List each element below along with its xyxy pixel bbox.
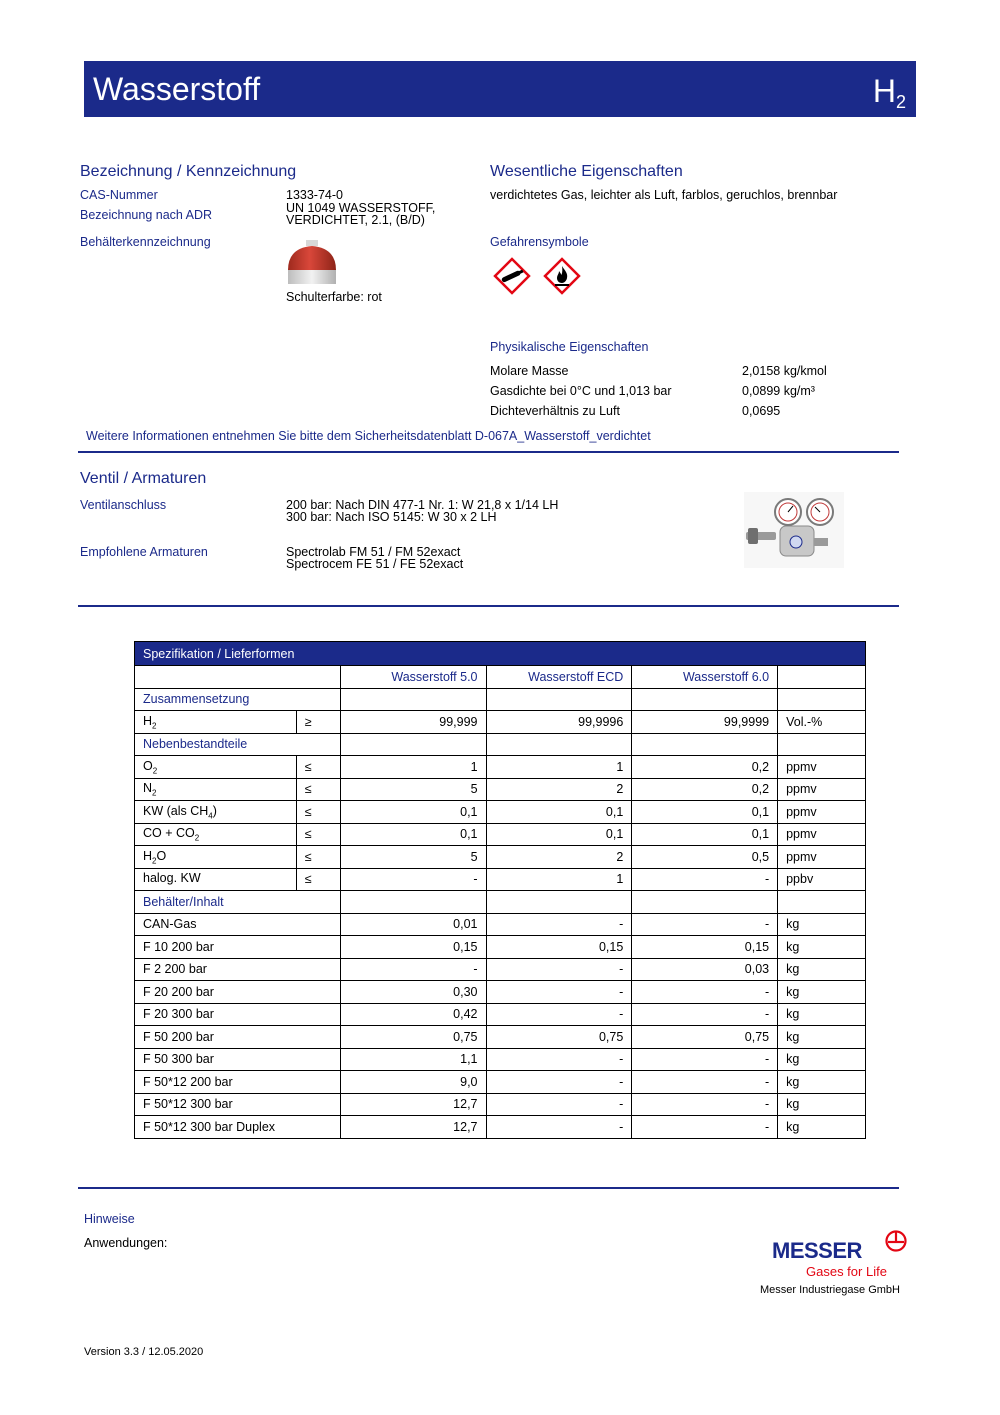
adr-value [286, 202, 435, 226]
container-name: F 50*12 300 bar Duplex [135, 1116, 341, 1139]
value-cell: - [632, 1048, 778, 1071]
value-cell: 0,75 [340, 1026, 486, 1049]
table-row [135, 936, 866, 959]
physical-value-2: 0,0695 [742, 404, 781, 418]
container-name: CAN-Gas [135, 913, 341, 936]
operator: ≤ [296, 778, 340, 801]
notes-text: Anwendungen: [84, 1236, 168, 1250]
value-cell: - [486, 981, 632, 1004]
value-cell: 1 [486, 868, 632, 891]
chemical-formula [873, 73, 906, 113]
title-bar [84, 61, 916, 117]
physical-value-1: 0,0899 kg/m³ [742, 384, 815, 398]
value-cell: 5 [340, 778, 486, 801]
unit-cell: kg [778, 958, 866, 981]
value-cell: - [340, 958, 486, 981]
component-name: $N_2$ [135, 778, 297, 801]
valve-connection-label: Ventilanschluss [80, 498, 167, 512]
physical-value-0: 2,0158 kg/kmol [742, 364, 827, 378]
container-name: F 10 200 bar [135, 936, 341, 959]
unit-cell: kg [778, 1048, 866, 1071]
value-cell: - [632, 1116, 778, 1139]
container-name: F 2 200 bar [135, 958, 341, 981]
cas-label: CAS-Nummer [80, 188, 158, 202]
section-heading-eigenschaften: Wesentliche Eigenschaften [490, 163, 683, 180]
container-name: F 50 200 bar [135, 1026, 341, 1049]
adr-label: Bezeichnung nach ADR [80, 208, 213, 222]
table-row [135, 981, 866, 1004]
table-row [135, 1003, 866, 1026]
value-cell: 0,30 [340, 981, 486, 1004]
component-name: $O_2$ [135, 756, 297, 779]
properties-summary: verdichtetes Gas, leichter als Luft, farblos, geruchlos, brennbar [490, 188, 838, 202]
table-row [135, 823, 866, 846]
cylinder-shoulder-icon [286, 240, 338, 284]
operator: ≤ [296, 756, 340, 779]
section-heading-ventil: Ventil / Armaturen [80, 470, 207, 487]
value-cell: - [486, 1003, 632, 1026]
notes-heading: Hinweise [84, 1212, 135, 1226]
table-row [135, 1071, 866, 1094]
section-row [135, 733, 866, 756]
fittings-line-1: Spectrolab FM 51 / FM 52exact [286, 545, 461, 559]
table-row [135, 868, 866, 891]
table-row [135, 778, 866, 801]
value-cell: 0,1 [486, 801, 632, 824]
value-cell: 1 [486, 756, 632, 779]
adr-value-line-2: VERDICHTET, 2.1, (B/D) [286, 213, 425, 227]
value-cell: 0,15 [632, 936, 778, 959]
section-impurities: Nebenbestandteile [135, 733, 341, 756]
unit-cell: kg [778, 981, 866, 1004]
operator: ≤ [296, 823, 340, 846]
unit-cell: kg [778, 1071, 866, 1094]
value-cell: 1,1 [340, 1048, 486, 1071]
component-name: CO + $CO_2$ [135, 823, 297, 846]
table-row [135, 711, 866, 734]
value-cell: 99,9999 [632, 711, 778, 734]
shoulder-color: Schulterfarbe: rot [286, 290, 382, 304]
value-cell: 2 [486, 778, 632, 801]
column-header-2: Wasserstoff ECD [486, 666, 632, 689]
hazard-label: Gefahrensymbole [490, 235, 589, 249]
value-cell: - [340, 868, 486, 891]
container-name: F 20 200 bar [135, 981, 341, 1004]
value-cell: - [486, 958, 632, 981]
valve-connection-value [286, 499, 558, 523]
operator: ≥ [296, 711, 340, 734]
container-name: F 20 300 bar [135, 1003, 341, 1026]
column-header-1: Wasserstoff 5.0 [340, 666, 486, 689]
value-cell: 0,1 [340, 823, 486, 846]
component-name: $H_2O$ [135, 846, 297, 869]
value-cell: 2 [486, 846, 632, 869]
formula-main: H [872, 73, 896, 109]
unit-cell: ppmv [778, 823, 866, 846]
value-cell: - [632, 981, 778, 1004]
table-row [135, 846, 866, 869]
unit-cell: kg [778, 1026, 866, 1049]
specification-table [134, 641, 866, 1139]
section-divider [78, 605, 899, 607]
operator: ≤ [296, 846, 340, 869]
version-footer: Version 3.3 / 12.05.2020 [84, 1346, 204, 1358]
section-row [135, 891, 866, 914]
recommended-fittings-label: Empfohlene Armaturen [80, 545, 208, 559]
fittings-line-2: Spectrocem FE 51 / FE 52exact [286, 557, 464, 571]
container-name: F 50*12 200 bar [135, 1071, 341, 1094]
container-label: Behälterkennzeichnung [80, 235, 211, 249]
page-title: Wasserstoff [93, 71, 261, 107]
value-cell: 0,5 [632, 846, 778, 869]
container-name: F 50 300 bar [135, 1048, 341, 1071]
unit-cell: kg [778, 913, 866, 936]
value-cell: - [632, 913, 778, 936]
value-cell: 0,15 [486, 936, 632, 959]
component-name: $H_2$ [135, 711, 297, 734]
value-cell: - [632, 1093, 778, 1116]
section-divider [78, 451, 899, 453]
table-row [135, 1116, 866, 1139]
value-cell: 0,1 [340, 801, 486, 824]
value-cell: - [632, 1071, 778, 1094]
unit-cell: ppmv [778, 846, 866, 869]
value-cell: 0,75 [632, 1026, 778, 1049]
unit-cell: ppbv [778, 868, 866, 891]
value-cell: 9,0 [340, 1071, 486, 1094]
value-cell: 5 [340, 846, 486, 869]
physical-label-0: Molare Masse [490, 364, 569, 378]
table-row [135, 958, 866, 981]
section-containers: Behälter/Inhalt [135, 891, 341, 914]
value-cell: 0,2 [632, 756, 778, 779]
table-title-row [135, 642, 866, 666]
value-cell: 0,2 [632, 778, 778, 801]
table-title: Spezifikation / Lieferformen [135, 642, 866, 666]
messer-logo-text: MESSER [772, 1238, 862, 1263]
value-cell: 0,03 [632, 958, 778, 981]
section-divider [78, 1187, 899, 1189]
physical-label-2: Dichteverhältnis zu Luft [490, 404, 620, 418]
cas-value: 1333-74-0 [286, 188, 343, 202]
unit-cell: ppmv [778, 756, 866, 779]
unit-cell: kg [778, 1003, 866, 1026]
value-cell: 99,999 [340, 711, 486, 734]
value-cell: 0,42 [340, 1003, 486, 1026]
datasheet-info-line: Weitere Informationen entnehmen Sie bitte dem Sicherheitsdatenblatt D-067A_Wasserstoff_verdichtet [86, 429, 651, 443]
value-cell: 1 [340, 756, 486, 779]
unit-cell: kg [778, 1093, 866, 1116]
value-cell: 0,75 [486, 1026, 632, 1049]
table-header-row [135, 666, 866, 689]
unit-cell: kg [778, 1116, 866, 1139]
value-cell: 0,1 [632, 801, 778, 824]
formula-sub: 2 [895, 92, 906, 112]
table-row [135, 1048, 866, 1071]
pressure-regulator-image [744, 492, 844, 568]
gas-cylinder-hazard-icon [492, 256, 532, 296]
messer-tagline: Gases for Life [806, 1264, 887, 1279]
unit-cell: ppmv [778, 801, 866, 824]
value-cell: 12,7 [340, 1116, 486, 1139]
flame-hazard-icon [542, 256, 582, 296]
adr-value-line-1: UN 1049 WASSERSTOFF, [286, 201, 436, 215]
section-composition: Zusammensetzung [135, 688, 341, 711]
table-row [135, 1093, 866, 1116]
unit-cell: kg [778, 936, 866, 959]
value-cell: - [486, 1116, 632, 1139]
physical-heading: Physikalische Eigenschaften [490, 340, 649, 354]
unit-cell: ppmv [778, 778, 866, 801]
value-cell: - [486, 1048, 632, 1071]
recommended-fittings-value [286, 546, 463, 570]
section-heading-bezeichnung: Bezeichnung / Kennzeichnung [80, 163, 297, 180]
table-row [135, 801, 866, 824]
operator: ≤ [296, 868, 340, 891]
component-name: KW (als $CH_4$) [135, 801, 297, 824]
table-row [135, 913, 866, 936]
table-row [135, 756, 866, 779]
value-cell: - [486, 913, 632, 936]
operator: ≤ [296, 801, 340, 824]
company-name: Messer Industriegase GmbH [760, 1284, 900, 1296]
unit-cell: Vol.-% [778, 711, 866, 734]
value-cell: 0,1 [632, 823, 778, 846]
container-name: F 50*12 300 bar [135, 1093, 341, 1116]
value-cell: - [486, 1071, 632, 1094]
physical-label-1: Gasdichte bei 0°C und 1,013 bar [490, 384, 672, 398]
column-header-3: Wasserstoff 6.0 [632, 666, 778, 689]
valve-connection-line-1: 200 bar: Nach DIN 477-1 Nr. 1: W 21,8 x 1/14 LH [286, 498, 559, 512]
messer-logo-icon [884, 1229, 908, 1253]
value-cell: - [632, 1003, 778, 1026]
value-cell: - [632, 868, 778, 891]
valve-connection-line-2: 300 bar: Nach ISO 5145: W 30 x 2 LH [286, 510, 497, 524]
value-cell: 0,15 [340, 936, 486, 959]
component-name: halog. KW [135, 868, 297, 891]
value-cell: 0,1 [486, 823, 632, 846]
value-cell: 12,7 [340, 1093, 486, 1116]
section-row [135, 688, 866, 711]
table-row [135, 1026, 866, 1049]
value-cell: 99,9996 [486, 711, 632, 734]
value-cell: - [486, 1093, 632, 1116]
value-cell: 0,01 [340, 913, 486, 936]
